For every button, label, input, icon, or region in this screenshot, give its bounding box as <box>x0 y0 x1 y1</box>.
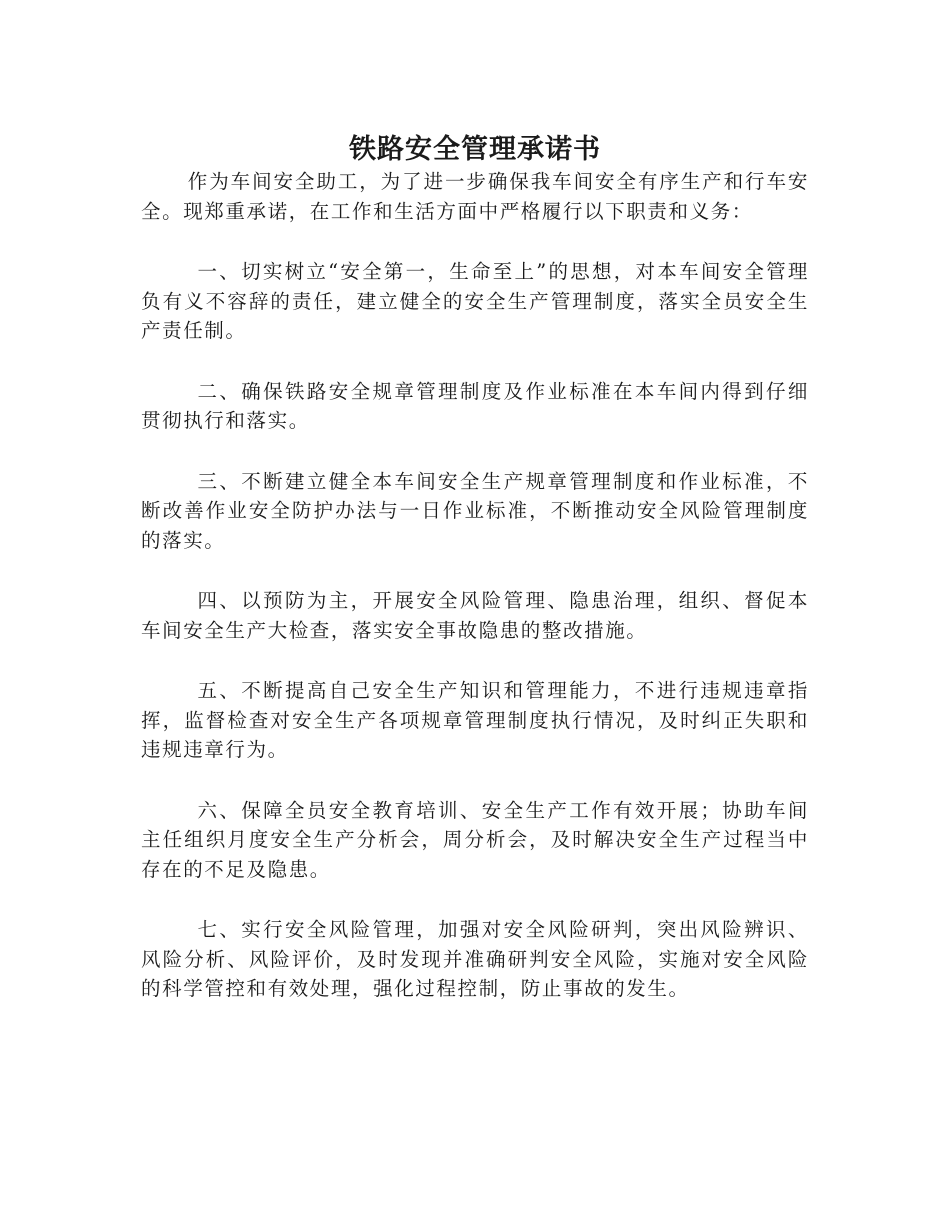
commitment-item-3: 三、不断建立健全本车间安全生产规章管理制度和作业标准，不断改善作业安全防护办法与一日作业标准，不断推动安全风险管理制度的落实。 <box>141 469 809 552</box>
document-title: 铁路安全管理承诺书 <box>349 134 601 166</box>
commitment-item-1: 一、切实树立“安全第一，生命至上”的思想，对本车间安全管理负有义不容辞的责任，建立健全的安全生产管理制度，落实全员安全生产责任制。 <box>141 260 809 342</box>
commitment-item-5: 五、不断提高自己安全生产知识和管理能力，不进行违规违章指挥，监督检查对安全生产各项规章管理制度执行情况，及时纠正失职和违规违章行为。 <box>141 679 809 761</box>
commitment-item-6: 六、保障全员安全教育培训、安全生产工作有效开展；协助车间主任组织月度安全生产分析会，周分析会，及时解决安全生产过程当中存在的不足及隐患。 <box>141 798 809 881</box>
commitment-item-7: 七、实行安全风险管理，加强对安全风险研判，突出风险辨识、风险分析、风险评价，及时发现并准确研判安全风险，实施对安全风险的科学管控和有效处理，强化过程控制，防止事故的发生。 <box>141 918 809 1000</box>
commitment-item-2: 二、确保铁路安全规章管理制度及作业标准在本车间内得到仔细贯彻执行和落实。 <box>141 379 809 432</box>
commitment-item-4: 四、以预防为主，开展安全风险管理、隐患治理，组织、督促本车间安全生产大检查，落实安全事故隐患的整改措施。 <box>141 589 809 642</box>
document-body <box>141 167 809 1035</box>
intro-paragraph: 作为车间安全助工，为了进一步确保我车间安全有序生产和行车安全。现郑重承诺，在工作和生活方面中严格履行以下职责和义务： <box>141 170 809 223</box>
